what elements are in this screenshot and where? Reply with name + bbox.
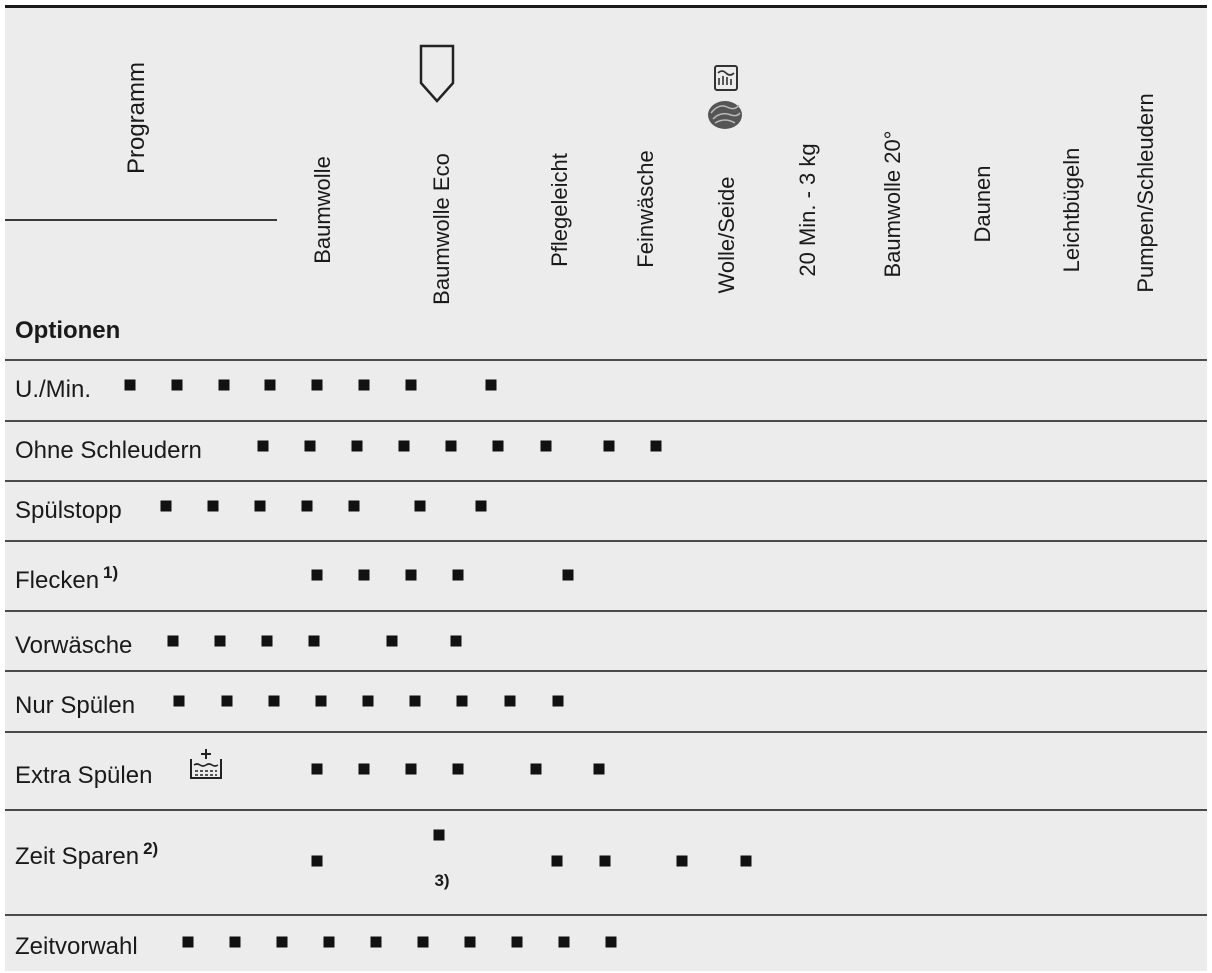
availability-mark xyxy=(258,441,269,452)
row-divider xyxy=(5,420,1207,422)
availability-mark xyxy=(262,636,273,647)
options-table xyxy=(5,5,1207,971)
footnote-ref: 1) xyxy=(103,563,119,582)
availability-mark xyxy=(418,937,429,948)
row-divider xyxy=(5,731,1207,733)
availability-mark xyxy=(406,764,417,775)
availability-mark xyxy=(222,696,233,707)
availability-mark xyxy=(446,441,457,452)
availability-mark xyxy=(312,380,323,391)
availability-mark xyxy=(349,501,360,512)
availability-mark xyxy=(316,696,327,707)
availability-mark xyxy=(215,636,226,647)
availability-mark xyxy=(208,501,219,512)
availability-mark xyxy=(359,380,370,391)
availability-mark xyxy=(604,441,615,452)
row-divider xyxy=(5,480,1207,482)
availability-mark xyxy=(125,380,136,391)
program-daunen: Daunen xyxy=(970,165,995,243)
availability-mark xyxy=(453,570,464,581)
availability-mark xyxy=(559,937,570,948)
option-label-nur-spuelen: Nur Spülen xyxy=(15,692,136,719)
program-feinwaesche: Feinwäsche xyxy=(633,150,658,268)
availability-mark xyxy=(219,380,230,391)
row-divider xyxy=(5,670,1207,672)
row-divider xyxy=(5,610,1207,612)
availability-mark xyxy=(457,696,468,707)
availability-mark xyxy=(172,380,183,391)
availability-mark xyxy=(563,570,574,581)
availability-mark xyxy=(552,856,563,867)
availability-mark xyxy=(161,501,172,512)
option-label-spuelstopp: Spülstopp xyxy=(15,497,122,524)
availability-mark xyxy=(302,501,313,512)
program-baumwolle-eco: Baumwolle Eco xyxy=(429,153,454,305)
extra-rinse-icon xyxy=(188,747,224,781)
availability-mark xyxy=(255,501,266,512)
availability-mark xyxy=(453,764,464,775)
availability-mark xyxy=(553,696,564,707)
option-label-extra-spuelen: Extra Spülen xyxy=(15,762,153,789)
availability-mark xyxy=(476,501,487,512)
availability-mark xyxy=(606,937,617,948)
availability-mark xyxy=(183,937,194,948)
availability-mark xyxy=(410,696,421,707)
program-leichtbuegeln: Leichtbügeln xyxy=(1059,147,1084,273)
availability-mark xyxy=(312,570,323,581)
availability-mark xyxy=(387,636,398,647)
availability-mark xyxy=(230,937,241,948)
availability-mark xyxy=(406,380,417,391)
availability-mark xyxy=(399,441,410,452)
availability-mark xyxy=(493,441,504,452)
row-divider xyxy=(5,809,1207,811)
availability-mark xyxy=(168,636,179,647)
program-header: Programm xyxy=(123,61,150,175)
option-label-vorwaesche: Vorwäsche xyxy=(15,632,133,659)
availability-mark xyxy=(277,937,288,948)
eco-shield-icon xyxy=(418,43,456,105)
availability-mark xyxy=(677,856,688,867)
wool-handwash-icon xyxy=(705,63,749,133)
program-pumpen-schleudern: Pumpen/Schleudern xyxy=(1133,93,1158,293)
availability-mark xyxy=(352,441,363,452)
availability-mark xyxy=(415,501,426,512)
availability-mark xyxy=(324,937,335,948)
option-label-u-min: U./Min. xyxy=(15,376,92,403)
availability-mark xyxy=(486,380,497,391)
availability-mark xyxy=(269,696,280,707)
availability-mark xyxy=(434,830,445,841)
availability-mark xyxy=(465,937,476,948)
availability-mark xyxy=(309,636,320,647)
program-pflegeleicht: Pflegeleicht xyxy=(547,153,572,267)
availability-mark xyxy=(312,764,323,775)
row-divider xyxy=(5,914,1207,916)
availability-mark xyxy=(359,764,370,775)
program-baumwolle-20: Baumwolle 20° xyxy=(880,130,905,278)
option-label-ohne-schleudern: Ohne Schleudern xyxy=(15,437,202,464)
footnote-ref: 3) xyxy=(434,871,450,890)
availability-mark xyxy=(594,764,605,775)
program-wolle-seide: Wolle/Seide xyxy=(714,176,739,294)
top-rule xyxy=(5,5,1207,8)
footnote-ref: 2) xyxy=(143,839,159,858)
row-divider xyxy=(5,359,1207,361)
availability-mark xyxy=(451,636,462,647)
availability-mark xyxy=(741,856,752,867)
availability-mark xyxy=(359,570,370,581)
option-label-flecken: Flecken $^{1)}$ xyxy=(15,563,119,594)
availability-mark xyxy=(371,937,382,948)
availability-mark xyxy=(651,441,662,452)
program-baumwolle: Baumwolle xyxy=(310,156,335,264)
availability-mark xyxy=(305,441,316,452)
option-label-zeit-sparen: Zeit Sparen $^{2)}$ xyxy=(15,839,159,870)
availability-mark xyxy=(512,937,523,948)
availability-mark xyxy=(531,764,542,775)
program-20min-3kg: 20 Min. - 3 kg xyxy=(795,143,820,277)
availability-mark xyxy=(312,856,323,867)
options-header: Optionen xyxy=(15,317,121,344)
availability-mark xyxy=(265,380,276,391)
availability-mark xyxy=(541,441,552,452)
row-divider xyxy=(5,540,1207,542)
availability-mark xyxy=(406,570,417,581)
availability-mark xyxy=(174,696,185,707)
availability-mark xyxy=(505,696,516,707)
availability-mark xyxy=(600,856,611,867)
header-divider xyxy=(5,219,277,221)
availability-mark xyxy=(363,696,374,707)
option-label-zeitvorwahl: Zeitvorwahl xyxy=(15,933,138,960)
